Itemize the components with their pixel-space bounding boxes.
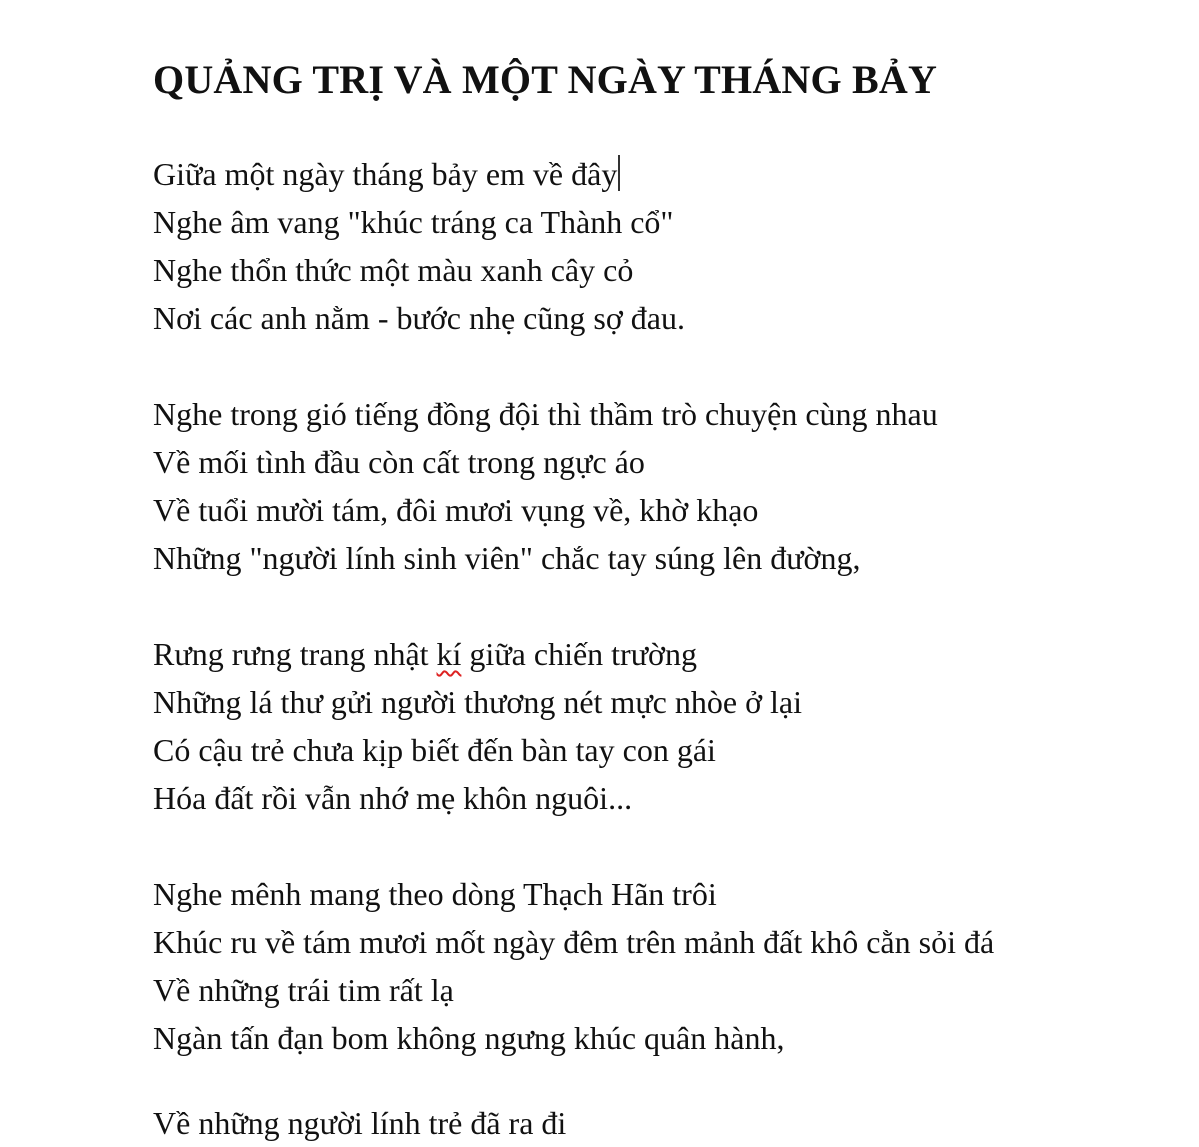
partially-visible-line: Về những người lính trẻ đã ra đi xyxy=(153,1105,567,1141)
poem-line[interactable]: Về những trái tim rất lạ xyxy=(153,972,454,1008)
poem-line[interactable]: Ngàn tấn đạn bom không ngưng khúc quân hành, xyxy=(153,1020,785,1056)
poem-line[interactable]: Rưng rưng trang nhật kí giữa chiến trường xyxy=(153,636,697,672)
stanza-1 xyxy=(153,150,1153,342)
stanza-2 xyxy=(153,390,1153,582)
poem-line[interactable]: Những "người lính sinh viên" chắc tay súng lên đường, xyxy=(153,540,861,576)
poem-line[interactable]: Nghe âm vang "khúc tráng ca Thành cổ" xyxy=(153,204,674,240)
poem-line[interactable]: Về tuổi mười tám, đôi mươi vụng về, khờ khạo xyxy=(153,492,759,528)
poem-line[interactable]: Những lá thư gửi người thương nét mực nhòe ở lại xyxy=(153,684,802,720)
poem-line[interactable]: Về mối tình đầu còn cất trong ngực áo xyxy=(153,444,645,480)
poem-line[interactable]: Giữa một ngày tháng bảy em về đây xyxy=(153,150,1153,198)
spellcheck-flagged-word[interactable]: kí xyxy=(436,636,462,672)
poem-line[interactable]: Hóa đất rồi vẫn nhớ mẹ khôn nguôi... xyxy=(153,780,633,816)
poem-line[interactable]: Nghe trong gió tiếng đồng đội thì thầm trò chuyện cùng nhau xyxy=(153,396,938,432)
poem-line[interactable]: Khúc ru về tám mươi mốt ngày đêm trên mảnh đất khô cằn sỏi đá xyxy=(153,924,995,960)
stanza-4 xyxy=(153,870,1153,1062)
stanza-3 xyxy=(153,630,1153,822)
poem-line[interactable]: Nghe thổn thức một màu xanh cây cỏ xyxy=(153,252,634,288)
poem-body[interactable] xyxy=(153,150,1153,1110)
poem-line[interactable]: Nghe mênh mang theo dòng Thạch Hãn trôi xyxy=(153,876,717,912)
poem-title: QUẢNG TRỊ VÀ MỘT NGÀY THÁNG BẢY xyxy=(153,57,938,102)
poem-line[interactable]: Có cậu trẻ chưa kịp biết đến bàn tay con gái xyxy=(153,732,716,768)
text-cursor xyxy=(618,155,620,191)
poem-line[interactable]: Nơi các anh nằm - bước nhẹ cũng sợ đau. xyxy=(153,300,685,336)
